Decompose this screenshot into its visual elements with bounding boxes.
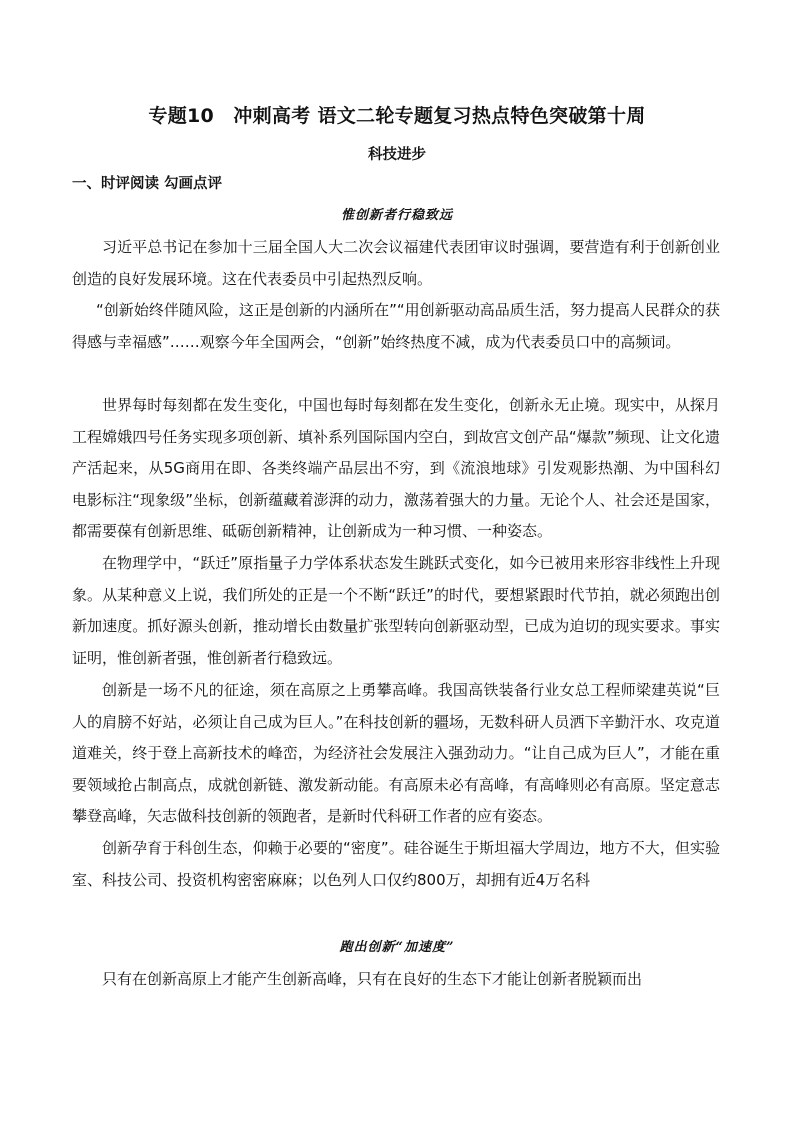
article-title: 跑出创新“加速度”: [339, 940, 455, 955]
document-title: 专题10 冲刺高考 语文二轮专题复习热点特色突破第十周: [148, 105, 646, 127]
paragraph: 世界每时每刻都在发生变化，中国也每时每刻都在发生变化，创新永无止境。现实中，从探月工程嫦娥四号任务实现多项创新、填补系列国际国内空白，到故宫文创产品“爆款”频现、让文化遗产活起来，从5G商用在即、各类终端产品层出不穷，到《流浪地球》引发观影热潮、为中国科幻电影标注“现象级”坐标，创新蕴藏着澎湃的动力，激荡着强大的力量。无论个人、社会还是国家，都需要葆有创新思维、砥砺创新精神，让创新成为一种习惯、一种姿态。: [72, 396, 720, 541]
paragraph: 创新是一场不凡的征途，须在高原之上勇攀高峰。我国高铁装备行业女总工程师梁建英说“巨人的肩膀不好站，必须让自己成为巨人。”在科技创新的疆场，无数科研人员洒下辛勤汗水、攻克道道难关，终于登上高新技术的峰峦，为经济社会发展注入强劲动力。“让自己成为巨人”，才能在重要领域抢占制高点，成就创新链、激发新动能。有高原未必有高峰，有高峰则必有高原。坚定意志攀登高峰，矢志做科技创新的领跑者，是新时代科研工作者的应有姿态。: [72, 681, 720, 826]
paragraph: 创新孕育于科创生态，仰赖于必要的“密度”。硅谷诞生于斯坦福大学周边，地方不大，但实验室、科技公司、投资机构密密麻麻；以色列人口仅约800万，却拥有近4万名科: [72, 839, 720, 889]
paragraph: 习近平总书记在参加十三届全国人大二次会议福建代表团审议时强调，要营造有利于创新创业创造的良好发展环境。这在代表委员中引起热烈反响。: [72, 238, 720, 288]
article-title: 惟创新者行稳致远: [340, 208, 453, 223]
paragraph: 只有在创新高原上才能产生创新高峰，只有在良好的生态下才能让创新者脱颖而出: [102, 970, 643, 988]
paragraph: “创新始终伴随风险，这正是创新的内涵所在”“用创新驱动高品质生活，努力提高人民群众的获得感与幸福感”……观察今年全国两会，“创新”始终热度不减，成为代表委员口中的高频词。: [72, 301, 720, 351]
paragraph: 在物理学中，“跃迁”原指量子力学体系状态发生跳跃式变化，如今已被用来形容非线性上升现象。从某种意义上说，我们所处的正是一个不断“跃迁”的时代，要想紧跟时代节拍，就必须跑出创新加速度。抓好源头创新，推动增长由数量扩张型转向创新驱动型，已成为迫切的现实要求。事实证明，惟创新者强，惟创新者行稳致远。: [72, 554, 720, 667]
document-subtitle: 科技进步: [368, 147, 426, 163]
section-heading: 一、时评阅读 勾画点评: [72, 176, 223, 192]
